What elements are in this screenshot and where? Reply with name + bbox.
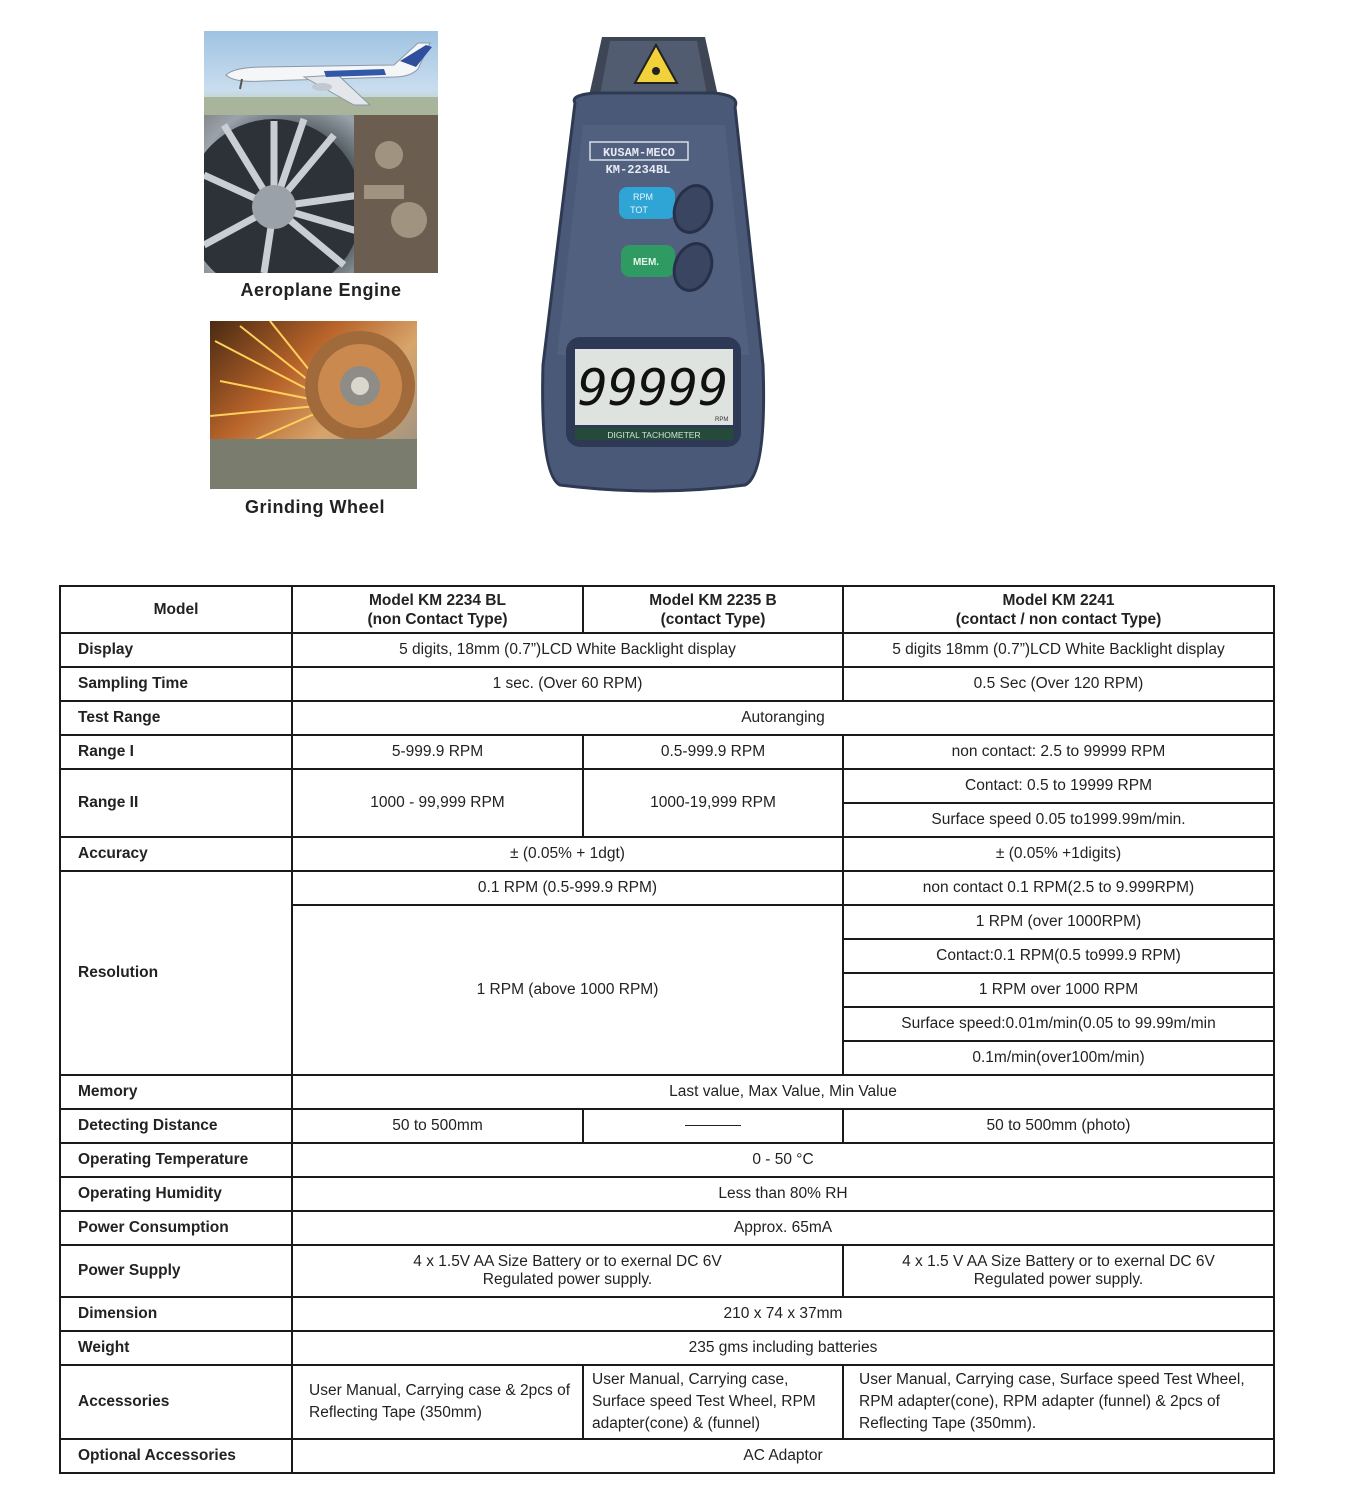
table-row (60, 871, 1274, 905)
row-label-test-range: Test Range (60, 701, 292, 735)
cell-sampling-m12: 1 sec. (Over 60 RPM) (292, 667, 843, 701)
row-label-sampling-time: Sampling Time (60, 667, 292, 701)
cell-accessories-m3: User Manual, Carrying case, Surface speed Test Wheel, RPM adapter(cone), RPM adapter (funnel) & 2pcs of Reflecting Tape (350mm). (843, 1365, 1274, 1439)
cell-weight: 235 gms including batteries (292, 1331, 1274, 1365)
cell-range1-m2: 0.5-999.9 RPM (583, 735, 843, 769)
device-tot-label: TOT (630, 205, 648, 215)
header-model-km2234bl: Model KM 2234 BL (non Contact Type) (292, 586, 583, 633)
cell-detecting-m1: 50 to 500mm (292, 1109, 583, 1143)
device-lcd-unit: RPM (715, 417, 729, 423)
table-row (60, 1143, 1274, 1177)
cell-dimension: 210 x 74 x 37mm (292, 1297, 1274, 1331)
aeroplane-engine-photo (204, 115, 438, 273)
cell-accuracy-m12: ± (0.05% + 1dgt) (292, 837, 843, 871)
cell-operating-temperature: 0 - 50 °C (292, 1143, 1274, 1177)
row-label-power-supply: Power Supply (60, 1245, 292, 1297)
row-label-operating-humidity: Operating Humidity (60, 1177, 292, 1211)
table-row (60, 1331, 1274, 1365)
table-row (60, 1109, 1274, 1143)
caption-grinding-wheel: Grinding Wheel (245, 497, 385, 517)
cell-power-supply-m12: 4 x 1.5V AA Size Battery or to exernal DC 6V Regulated power supply. (292, 1245, 843, 1297)
cell-resolution-m3-2: Contact:0.1 RPM(0.5 to999.9 RPM) (843, 939, 1274, 973)
table-row (60, 837, 1274, 871)
device-lcd-reading: 99999 (577, 359, 729, 417)
cell-resolution-m3-0: non contact 0.1 RPM(2.5 to 9.999RPM) (843, 871, 1274, 905)
header-model-km2235b: Model KM 2235 B (contact Type) (583, 586, 843, 633)
cell-accuracy-m3: ± (0.05% +1digits) (843, 837, 1274, 871)
row-label-range-1: Range I (60, 735, 292, 769)
device-rpm-label: RPM (633, 192, 653, 202)
grinding-wheel-photo (210, 321, 417, 489)
device-brand: KUSAM-MECO (602, 146, 676, 160)
cell-resolution-m3-5: 0.1m/min(over100m/min) (843, 1041, 1274, 1075)
row-label-range-2: Range II (60, 769, 292, 837)
cell-detecting-m3: 50 to 500mm (photo) (843, 1109, 1274, 1143)
row-label-dimension: Dimension (60, 1297, 292, 1331)
table-row (60, 701, 1274, 735)
table-row (60, 769, 1274, 803)
aeroplane-photo (204, 31, 438, 115)
cell-resolution-m12-a: 0.1 RPM (0.5-999.9 RPM) (292, 871, 843, 905)
cell-resolution-m3-4: Surface speed:0.01m/min(0.05 to 99.99m/min (843, 1007, 1274, 1041)
cell-range2-m2: 1000-19,999 RPM (583, 769, 843, 837)
cell-power-consumption: Approx. 65mA (292, 1211, 1274, 1245)
row-label-memory: Memory (60, 1075, 292, 1109)
row-label-weight: Weight (60, 1331, 292, 1365)
cell-range1-m1: 5-999.9 RPM (292, 735, 583, 769)
cell-display-m12: 5 digits, 18mm (0.7”)LCD White Backlight display (292, 633, 843, 667)
row-label-optional-accessories: Optional Accessories (60, 1439, 292, 1473)
cell-accessories-m2: User Manual, Carrying case, Surface speed Test Wheel, RPM adapter(cone) & (funnel) (583, 1365, 843, 1439)
device-model: KM-2234BL (605, 163, 671, 177)
table-row (60, 1297, 1274, 1331)
row-label-display: Display (60, 633, 292, 667)
table-row (60, 1365, 1274, 1439)
row-label-power-consumption: Power Consumption (60, 1211, 292, 1245)
cell-accessories-m1: User Manual, Carrying case & 2pcs of Reflecting Tape (350mm) (292, 1365, 583, 1439)
row-label-accuracy: Accuracy (60, 837, 292, 871)
table-row (60, 1075, 1274, 1109)
table-row (60, 633, 1274, 667)
table-row (60, 667, 1274, 701)
cell-test-range: Autoranging (292, 701, 1274, 735)
cell-range2-m3-contact: Contact: 0.5 to 19999 RPM (843, 769, 1274, 803)
not-applicable-dash (685, 1125, 741, 1126)
cell-power-supply-m3: 4 x 1.5 V AA Size Battery or to exernal DC 6V Regulated power supply. (843, 1245, 1274, 1297)
row-label-operating-temperature: Operating Temperature (60, 1143, 292, 1177)
cell-resolution-m12-b: 1 RPM (above 1000 RPM) (292, 905, 843, 1075)
table-row (60, 1439, 1274, 1473)
cell-resolution-m3-1: 1 RPM (over 1000RPM) (843, 905, 1274, 939)
cell-display-m3: 5 digits 18mm (0.7”)LCD White Backlight display (843, 633, 1274, 667)
header-model: Model (60, 586, 292, 633)
cell-operating-humidity: Less than 80% RH (292, 1177, 1274, 1211)
cell-range1-m3: non contact: 2.5 to 99999 RPM (843, 735, 1274, 769)
table-row (60, 1245, 1274, 1297)
table-row (60, 735, 1274, 769)
row-label-detecting-distance: Detecting Distance (60, 1109, 292, 1143)
table-row (60, 1177, 1274, 1211)
cell-sampling-m3: 0.5 Sec (Over 120 RPM) (843, 667, 1274, 701)
row-label-accessories: Accessories (60, 1365, 292, 1439)
cell-resolution-m3-3: 1 RPM over 1000 RPM (843, 973, 1274, 1007)
cell-detecting-m2 (583, 1109, 843, 1143)
header-model-km2241: Model KM 2241 (contact / non contact Type) (843, 586, 1274, 633)
table-row (60, 1211, 1274, 1245)
tachometer-device-image (535, 35, 770, 495)
specification-table (59, 585, 1275, 1474)
cell-range2-m3-surface: Surface speed 0.05 to1999.99m/min. (843, 803, 1274, 837)
caption-aeroplane-engine: Aeroplane Engine (240, 280, 402, 300)
device-mem-label: MEM. (632, 257, 660, 268)
row-label-resolution: Resolution (60, 871, 292, 1075)
table-header-row (60, 586, 1274, 633)
cell-range2-m1: 1000 - 99,999 RPM (292, 769, 583, 837)
cell-memory: Last value, Max Value, Min Value (292, 1075, 1274, 1109)
device-label: DIGITAL TACHOMETER (607, 430, 701, 440)
cell-optional-accessories: AC Adaptor (292, 1439, 1274, 1473)
